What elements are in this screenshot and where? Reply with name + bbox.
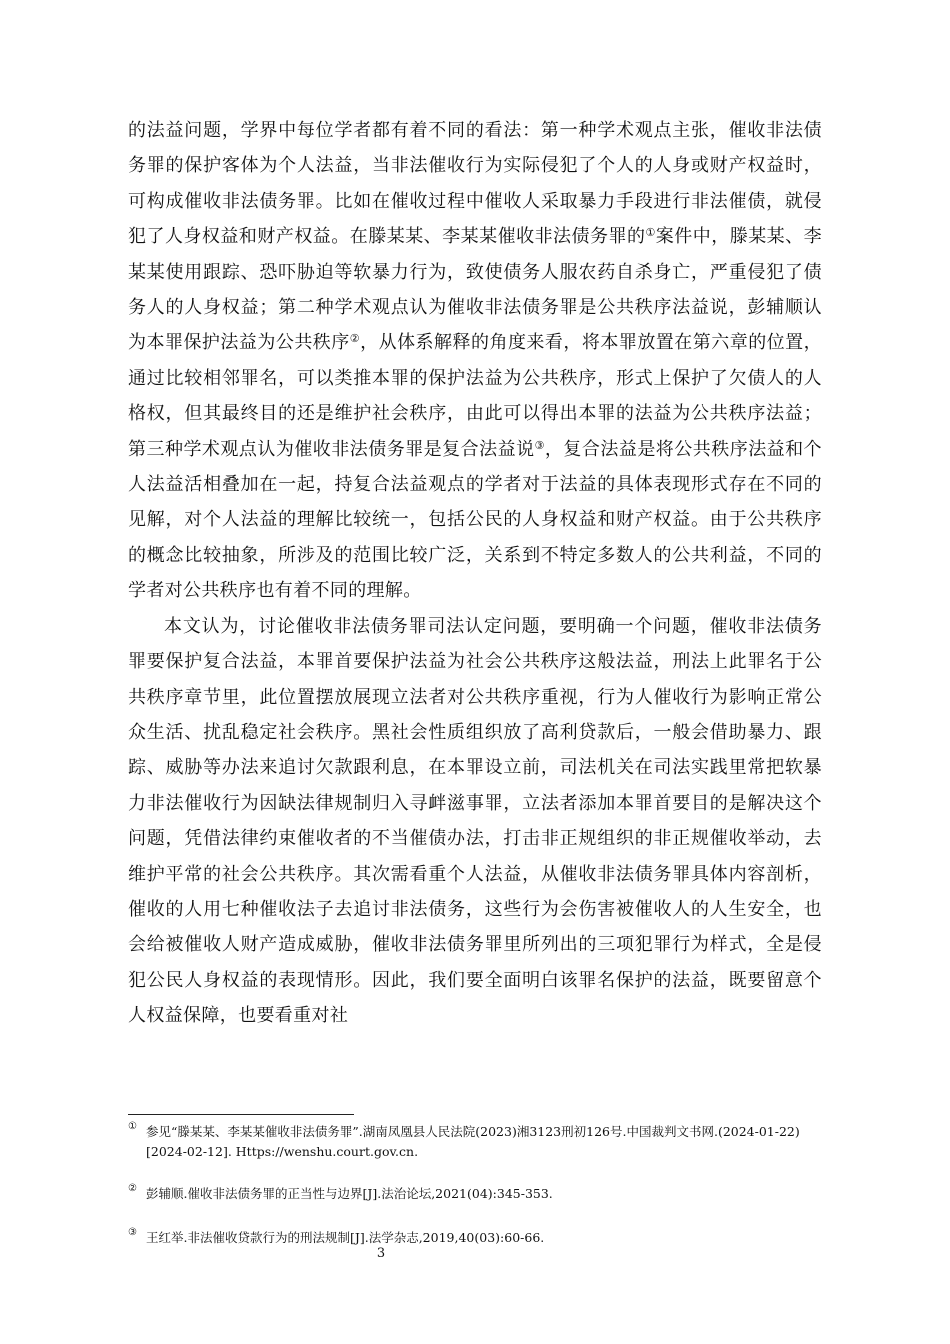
footnote-ref-1[interactable]: ① [645, 226, 656, 240]
paragraph-1-segment: ，从体系解释的角度来看，将本罪放置在第六章的位置，通过比较相邻罪名，可以类推本罪的保护法益为公共秩序，形式上保护了欠债人的人格权，但其最终目的还是维护社会秩序，由此可以得出本罪的法益为公共秩序法益；第三种学术观点认为催收非法债务罪是复合法益说 [128, 332, 822, 460]
footnote-ref-2[interactable]: ② [349, 332, 361, 346]
paragraph-1-segment: 的法益问题，学界中每位学者都有着不同的看法：第一种学术观点主张，催收非法债务罪的保护客体为个人法益，当非法催收行为实际侵犯了个人的人身或财产权益时，可构成催收非法债务罪。比如在催收过程中催收人采取暴力手段进行非法催债，就侵犯了人身权益和财产权益。在滕某某、李某某催收非法债务罪的 [128, 120, 822, 248]
footnote-mark: ③ [128, 1227, 137, 1238]
body-text [128, 113, 822, 1034]
paragraph-1-segment: ，复合法益是将公共秩序法益和个人法益活相叠加在一起，持复合法益观点的学者对于法益的具体表现形式存在不同的见解，对个人法益的理解比较统一，包括公民的人身权益和财产权益。由于公共秩序的概念比较抽象，所涉及的范围比较广泛，关系到不特定多数人的公共利益，不同的学者对公共秩序也有着不同的理解。 [128, 438, 822, 602]
footnote-3 [128, 1228, 828, 1248]
paragraph-2: 本文认为，讨论催收非法债务罪司法认定问题，要明确一个问题，催收非法债务罪要保护复合法益，本罪首要保护法益为社会公共秩序这般法益，刑法上此罪名于公共秩序章节里，此位置摆放展现立法者对公共秩序重视，行为人催收行为影响正常公众生活、扰乱稳定社会秩序。黑社会性质组织放了高利贷款后，一般会借助暴力、跟踪、威胁等办法来追讨欠款跟利息，在本罪设立前，司法机关在司法实践里常把软暴力非法催收行为因缺法律规制归入寻衅滋事罪，立法者添加本罪首要目的是解决这个问题，凭借法律约束催收者的不当催债办法，打击非正规组织的非正规催收举动，去维护平常的社会公共秩序。其次需看重个人法益，从催收非法债务罪具体内容剖析，催收的人用七种催收法子去追讨非法债务，这些行为会伤害被催收人的人生安全，也会给被催收人财产造成威胁，催收非法债务罪里所列出的三项犯罪行为样式，全是侵犯公民人身权益的表现情形。因此，我们要全面明白该罪名保护的法益，既要留意个人权益保障，也要看重对社 [128, 615, 822, 1027]
footnote-text: 参见“滕某某、李某某催收非法债务罪”.湖南凤凰县人民法院(2023)湘3123刑初126号.中国裁判文书网.(2024-01-22)[2024-02-12]. Https://wenshu.court.gov.cn. [146, 1124, 800, 1159]
paragraph-1 [128, 113, 822, 609]
footnote-text: 王红举.非法催收贷款行为的刑法规制[J].法学杂志,2019,40(03):60-66. [146, 1230, 545, 1245]
footnote-mark: ① [128, 1121, 137, 1132]
footnote-1 [128, 1122, 828, 1162]
page-number: 3 [376, 1246, 386, 1261]
footnote-divider [128, 1114, 354, 1115]
footnote-text: 彭辅顺.催收非法债务罪的正当性与边界[J].法治论坛,2021(04):345-353. [146, 1186, 553, 1201]
footnote-mark: ② [128, 1183, 137, 1194]
footnotes [128, 1122, 828, 1248]
paragraph-1-segment: 案件中，滕某某、李某某使用跟踪、恐吓胁迫等软暴力行为，致使债务人服农药自杀身亡，严重侵犯了债务人的人身权益；第二种学术观点认为催收非法债务罪是公共秩序法益说，彭辅顺认为本罪保护法益为公共秩序 [128, 226, 822, 354]
footnote-ref-3[interactable]: ③ [534, 438, 545, 452]
footnote-2 [128, 1184, 828, 1204]
